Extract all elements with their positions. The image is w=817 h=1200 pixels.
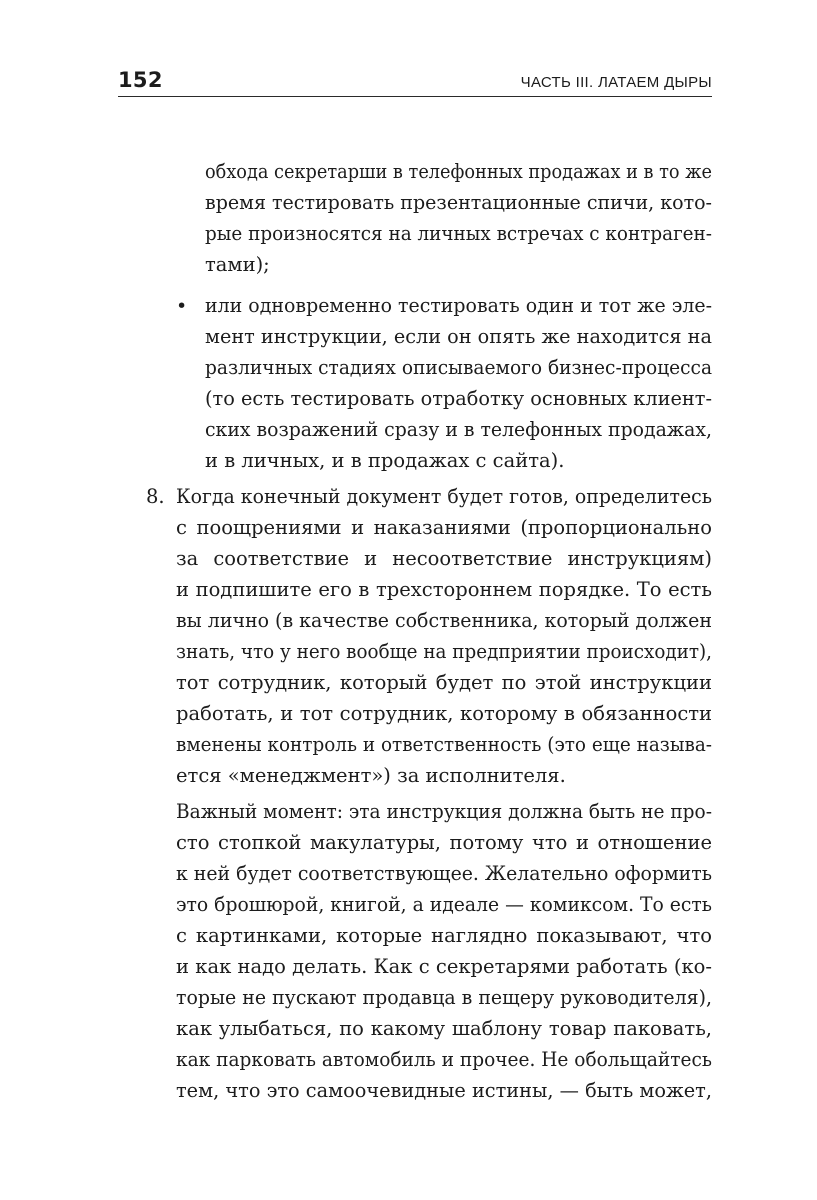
item-number: 8.	[146, 485, 165, 508]
page-header	[118, 66, 712, 97]
text-line: и подпишите его в трехстороннем порядке. То есть	[176, 578, 712, 601]
text-line: за соответствие и несоответствие инструкциям)	[176, 547, 713, 570]
text-line: с картинками, которые наглядно показывают, что	[176, 924, 712, 947]
text-line: как улыбаться, по какому шаблону товар паковать,	[176, 1017, 713, 1040]
text-line: мент инструкции, если он опять же находится на	[205, 325, 712, 348]
text-line: и как надо делать. Как с секретарями работать (ко-	[176, 955, 712, 978]
text-line: обхода секретарши в телефонных продажах и в то же	[205, 160, 712, 183]
text-line: знать, что у него вообще на предприятии происходит),	[176, 640, 712, 663]
text-line: к ней будет соответствующее. Желательно оформить	[176, 862, 712, 885]
text-line: рые произносятся на личных встречах с контраген-	[205, 222, 713, 245]
page-number: 152	[118, 68, 163, 92]
text-line: Когда конечный документ будет готов, определитесь	[176, 485, 713, 508]
text-line: (то есть тестировать отработку основных клиент-	[205, 387, 712, 410]
text-line: тами);	[205, 253, 270, 276]
text-line: тот сотрудник, который будет по этой инструкции	[176, 671, 713, 694]
text-line: вы лично (в качестве собственника, который должен	[176, 609, 712, 632]
text-line: или одновременно тестировать один и тот же эле-	[205, 294, 713, 317]
running-head: ЧАСТЬ III. ЛАТАЕМ ДЫРЫ	[520, 74, 712, 91]
text-line: это брошюрой, книгой, а идеале — комиксом. То есть	[176, 893, 713, 916]
text-line: Важный момент: эта инструкция должна быть не про-	[176, 800, 713, 823]
text-line: ется «менеджмент») за исполнителя.	[176, 764, 566, 787]
text-line: работать, и тот сотрудник, которому в обязанности	[176, 702, 713, 725]
text-line: время тестировать презентационные спичи, кото-	[205, 191, 712, 214]
text-line: как парковать автомобиль и прочее. Не обольщайтесь	[176, 1048, 713, 1071]
text-line: с поощрениями и наказаниями (пропорционально	[176, 516, 713, 539]
text-line: вменены контроль и ответственность (это еще называ-	[176, 733, 713, 756]
text-line: ских возражений сразу и в телефонных продажах,	[205, 418, 712, 441]
text-line: сто стопкой макулатуры, потому что и отношение	[176, 831, 713, 854]
text-line: тем, что это самоочевидные истины, — быть может,	[176, 1079, 712, 1102]
text-line: различных стадиях описываемого бизнес-процесса	[205, 356, 713, 379]
bullet-marker: •	[176, 295, 188, 317]
text-line: и в личных, и в продажах с сайта).	[205, 449, 565, 472]
text-line: торые не пускают продавца в пещеру руководителя),	[176, 986, 712, 1009]
